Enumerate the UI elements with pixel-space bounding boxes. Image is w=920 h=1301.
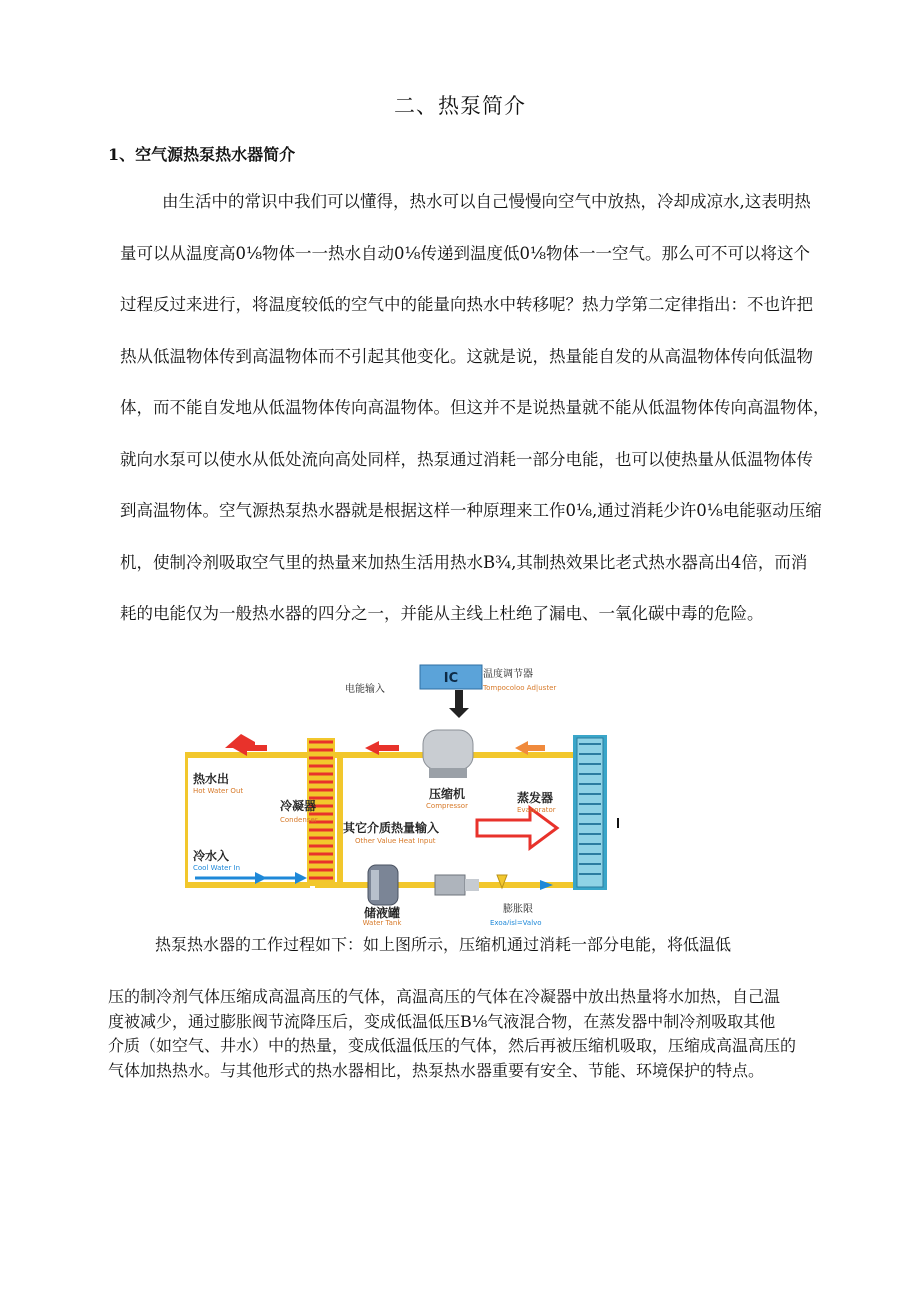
- evaporator-label-en: Evaporator: [517, 806, 556, 814]
- paragraph-line: 体，而不能自发地从低温物体传向高温物体。但这并不是说热量就不能从低温物体传向高温物体，: [120, 398, 830, 417]
- compressor-icon: [423, 730, 473, 778]
- condenser-label-en: Condenser: [280, 816, 318, 824]
- paragraph-line: 就向水泵可以使水从低处流向高处同样，热泵通过消耗一部分电能，也可以使热量从低温物体传: [120, 449, 813, 469]
- paragraph-line: 压的制冷剂气体压缩成高温高压的气体，高温高压的气体在冷凝器中放出热量将水加热，自己温: [108, 987, 781, 1006]
- paragraph-line: 耗的电能仅为一般热水器的四分之一，并能从主线上杜绝了漏电、一氧化碳中毒的危险。: [120, 604, 764, 623]
- expansion-label-en: Exoa/isl=Valvo: [490, 919, 542, 925]
- paragraph-line: 由生活中的常识中我们可以懂得，热水可以自己慢慢向空气中放热，冷却成凉水,这表明热: [162, 192, 811, 211]
- condenser-label-cn: 冷凝器: [280, 799, 317, 813]
- paragraph-intro: [120, 192, 832, 656]
- ic-label: IC: [443, 671, 459, 686]
- evaporator-coil: [573, 735, 607, 890]
- down-arrow-icon: [449, 690, 469, 718]
- cold-water-in-label-cn: 冷水入: [193, 849, 230, 863]
- thermostat-label-en: Tompocoloo Ad|uster: [483, 684, 557, 692]
- section-heading: 1、空气源热泵热水器简介: [108, 145, 296, 164]
- water-tank-label-en: Water Tank: [362, 919, 402, 925]
- paragraph-line: 过程反过来进行，将温度较低的空气中的能量向热水中转移呢？热力学第二定律指出：不也许把: [120, 295, 813, 314]
- water-tank-icon: [368, 865, 398, 905]
- expansion-label-cn: 膨胀限: [503, 904, 533, 915]
- heat-input-label-en: Other Value Heat Input: [355, 837, 436, 845]
- evaporator-label-cn: 蒸发器: [517, 791, 554, 805]
- paragraph-line: 热从低温物体传到高温物体而不引起其他变化。这就是说，热量能自发的从高温物体传向低温物: [120, 346, 813, 366]
- hot-water-out-label-en: Hot Water Out: [193, 787, 244, 795]
- paragraph-line: 介质（如空气、井水）中的热量，变成低温低压的气体，然后再被压缩机吸取，压缩成高温高压的: [108, 1036, 797, 1055]
- paragraph-line: 到高温物体。空气源热泵热水器就是根据这样一种原理来工作0⅛,通过消耗少许0⅛电能驱动压缩: [120, 501, 822, 520]
- page-title: 二、热泵简介: [394, 94, 526, 118]
- heat-input-arrow: [477, 808, 557, 848]
- water-tank-label-cn: 储液罐: [363, 906, 401, 920]
- paragraph-line: 机，使制冷剂吸取空气里的热量来加热生活用热水B¾,其制热效果比老式热水器高出4倍，而消: [120, 552, 808, 572]
- paragraph-line: 量可以从温度高0⅛物体一一热水自动0⅛传递到温度低0⅛物体一一空气。那么可不可以将这个: [120, 243, 810, 263]
- flow-arrow-blue: [540, 880, 553, 890]
- paragraph-process: [108, 985, 838, 1083]
- thermostat-label-cn: 温度调节器: [483, 669, 533, 680]
- compressor-label-en: Compressor: [426, 802, 468, 810]
- cold-water-in-label-en: Cool Water In: [193, 864, 241, 872]
- heat-pump-diagram: [185, 660, 635, 925]
- hot-water-out-label-cn: 热水出: [193, 772, 230, 786]
- paragraph-line: 气体加热热水。与其他形式的热水器相比，热泵热水器重要有安全、节能、环境保护的特点。: [108, 1060, 765, 1080]
- paragraph-line: 度被减少，通过膨胀阀节流降压后，变成低温低压B⅛气液混合物，在蒸发器中制冷剂吸取其他: [108, 1011, 776, 1031]
- compressor-label-cn: 压缩机: [428, 787, 466, 801]
- heat-input-label-cn: 其它介质热量输入: [343, 821, 440, 835]
- figure-caption: 热泵热水器的工作过程如下：如上图所示，压缩机通过消耗一部分电能，将低温低: [155, 935, 732, 954]
- thermostat-box: [420, 665, 482, 718]
- power-input-label: 电能输入: [345, 684, 385, 695]
